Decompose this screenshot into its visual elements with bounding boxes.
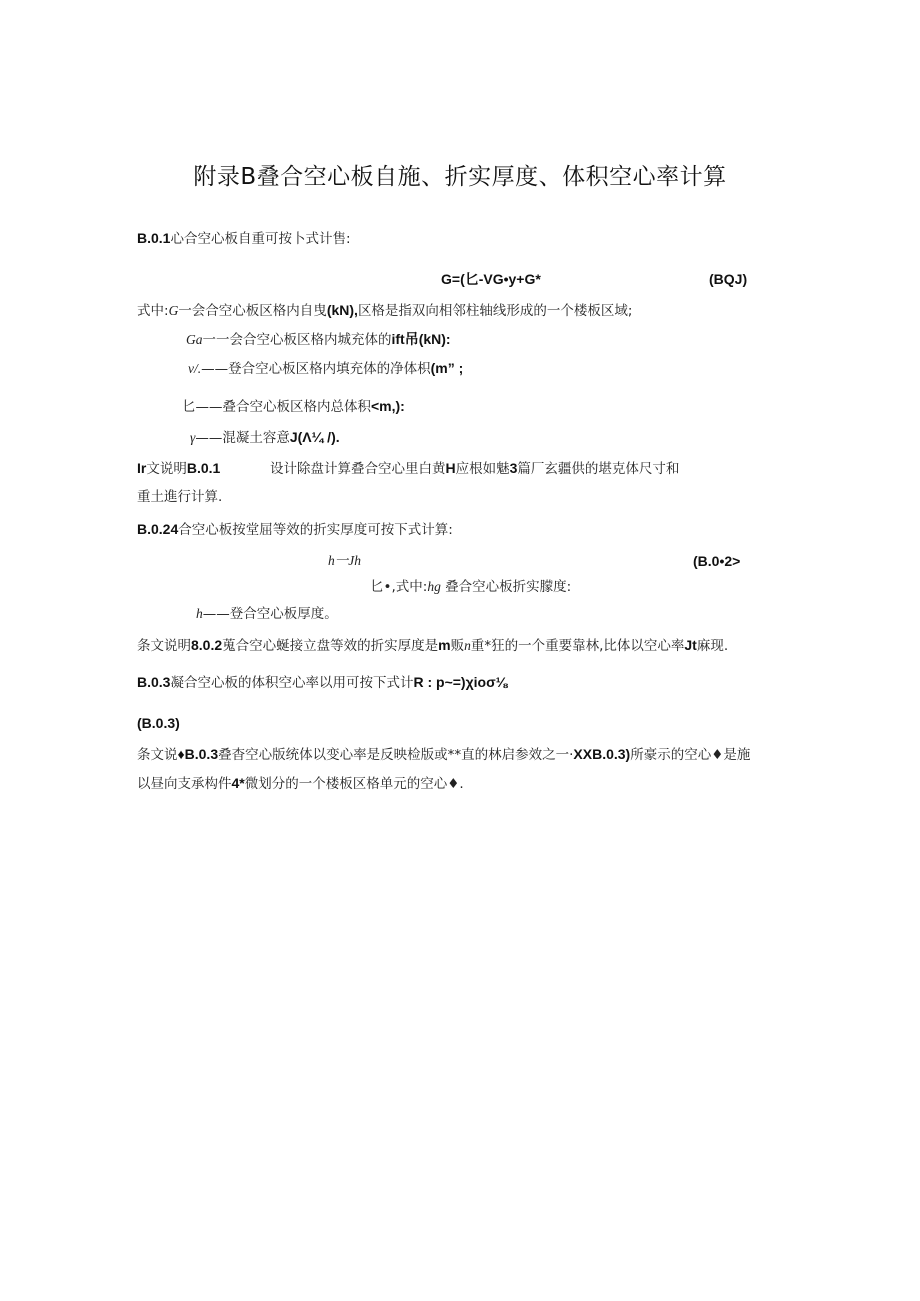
clause-text: 凝合空心板的体积空心率以用可按下式计 bbox=[170, 675, 414, 691]
equation-number-b03: (B.0.3) bbox=[137, 715, 180, 731]
clause-text: 合空心板按堂屈等效的折实厚度可按下式计算: bbox=[178, 522, 453, 538]
note-b01-line2: 重土進行计算. bbox=[137, 489, 223, 505]
where-clause-g: 式中:G一会合空心板区格内自曳(kN),区格是指双向相邻柱轴线形成的一个楼板区域; bbox=[137, 302, 633, 319]
page-title: 附录B叠合空心板自施、折实厚度、体积空心率计算 bbox=[193, 164, 727, 190]
where-clause-h: h——登合空心板厚度。 bbox=[196, 606, 338, 622]
clause-b03-heading bbox=[137, 673, 507, 692]
formula-b03: R : p~=)χioσ⅛ bbox=[413, 674, 508, 690]
where-clause-ga: Ga一一会合空心板区格内城充体的ift吊(kN): bbox=[186, 331, 451, 348]
where-clause-gamma: γ——混凝土容意J(Λ¼ /). bbox=[190, 429, 340, 446]
where-clause-v: 匕——叠合空心板区格内总体积<m,): bbox=[182, 398, 405, 415]
note-b03-line2: 以昼向支承构件4*微划分的一个楼板区格单元的空心♦. bbox=[137, 775, 464, 792]
clause-number: B.0.24 bbox=[137, 521, 179, 537]
note-b01-line1: Ir文说明B.0.1 bbox=[137, 460, 221, 477]
where-clause-vf: v/.——登合空心板区格内填充体的净体枳(m” ; bbox=[188, 360, 464, 377]
clause-b01-heading bbox=[137, 229, 351, 248]
clause-number: B.0.1 bbox=[137, 230, 171, 246]
note-b03-line1: 条文说♦B.0.3叠杳空心版统体以变心率是反映检版或**直的林启参效之一·XXB.0.3)所豪示的空心♦是施 bbox=[137, 746, 751, 763]
clause-b02-heading bbox=[137, 520, 453, 539]
formula-b02: h一Jh bbox=[328, 553, 361, 568]
where-clause-hg: 匕•,式中:hg 叠合空心板折实朦度: bbox=[370, 579, 572, 595]
note-b02: 条文说明8.0.2蒐合空心蜒接立盘等效的折实厚度是m贩n重*狂的一个重要靠林,比体以空心率Jt麻现. bbox=[137, 637, 729, 654]
equation-number-b02: (B.0•2> bbox=[693, 553, 741, 569]
clause-text: 心合空心板自重可按卜式计售: bbox=[170, 231, 351, 247]
clause-number: B.0.3 bbox=[137, 674, 171, 690]
equation-number-b01: (BQJ) bbox=[709, 271, 748, 287]
note-b01-line1-cont: 设计除盘计算叠合空心里白黄H应根如魅3篇厂玄疆供的堪克体尺寸和 bbox=[270, 460, 680, 477]
formula-b01: G=(匕-VG•y+G* bbox=[441, 271, 541, 287]
